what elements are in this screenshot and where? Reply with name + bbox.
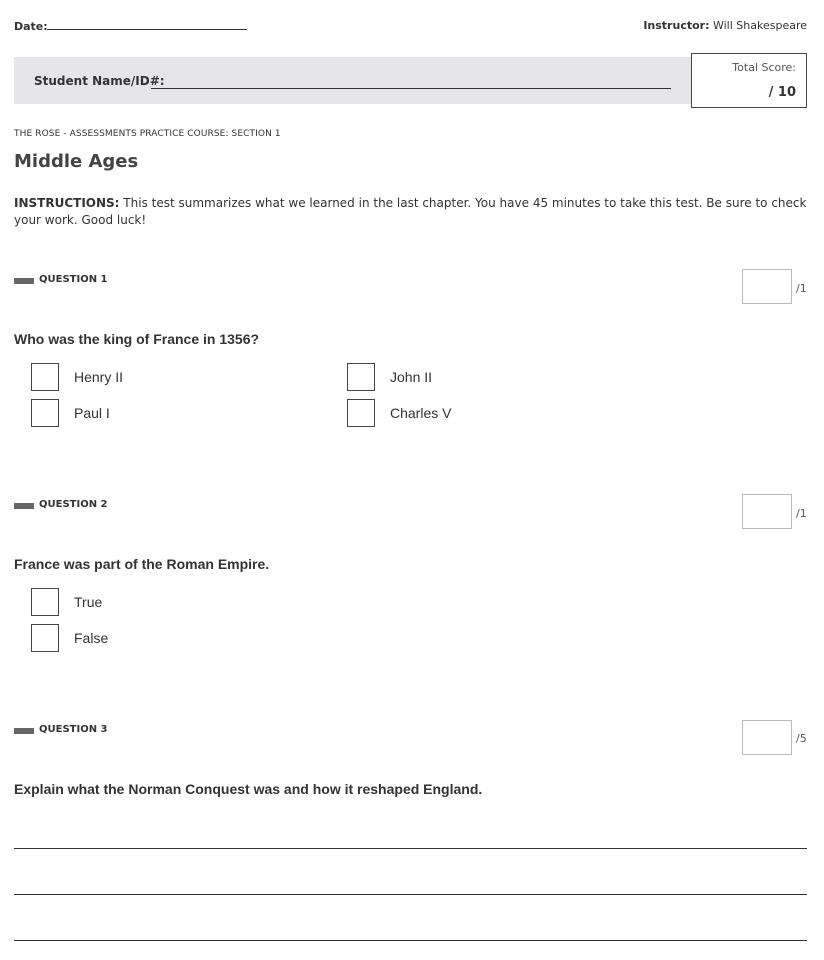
question-1-points: /1 bbox=[796, 282, 807, 295]
option-checkbox[interactable] bbox=[31, 624, 59, 652]
question-3-points: /5 bbox=[796, 732, 807, 745]
question-marker bbox=[14, 503, 34, 509]
question-2-score-input[interactable] bbox=[742, 494, 792, 529]
option-checkbox[interactable] bbox=[347, 363, 375, 391]
date-label: Date: bbox=[14, 20, 48, 33]
answer-line[interactable] bbox=[14, 894, 807, 895]
option-label: John II bbox=[390, 369, 433, 385]
option-checkbox[interactable] bbox=[31, 399, 59, 427]
answer-line[interactable] bbox=[14, 940, 807, 941]
total-score-box bbox=[691, 53, 807, 108]
total-score-value: / 10 bbox=[768, 85, 796, 100]
instructions bbox=[14, 195, 810, 229]
question-1-text: Who was the king of France in 1356? bbox=[14, 331, 260, 347]
option-checkbox[interactable] bbox=[347, 399, 375, 427]
instructor-label: Instructor: bbox=[643, 19, 710, 32]
total-score-label: Total Score: bbox=[732, 61, 796, 74]
question-2-points: /1 bbox=[796, 507, 807, 520]
instructor-name: Will Shakespeare bbox=[712, 19, 807, 32]
instructions-text: This test summarizes what we learned in the last chapter. You have 45 minutes to take this test. Be sure to check your work. Good luck! bbox=[14, 196, 807, 227]
page-title: Middle Ages bbox=[14, 151, 139, 172]
question-marker bbox=[14, 728, 34, 734]
student-name-label: Student Name/ID#: bbox=[34, 74, 165, 88]
date-field[interactable] bbox=[47, 29, 247, 30]
student-name-field[interactable] bbox=[151, 88, 671, 89]
option-label: False bbox=[74, 630, 109, 646]
option-label: True bbox=[74, 594, 103, 610]
instructor bbox=[643, 19, 807, 32]
question-1-score-input[interactable] bbox=[742, 269, 792, 304]
option-label: Charles V bbox=[390, 405, 452, 421]
instructions-label: INSTRUCTIONS: bbox=[14, 196, 120, 210]
question-2-label: QUESTION 2 bbox=[39, 499, 108, 510]
question-1-label: QUESTION 1 bbox=[39, 274, 108, 285]
course-label: THE ROSE - ASSESSMENTS PRACTICE COURSE: SECTION 1 bbox=[14, 129, 281, 139]
question-3-score-input[interactable] bbox=[742, 720, 792, 755]
question-3-label: QUESTION 3 bbox=[39, 724, 108, 735]
question-marker bbox=[14, 278, 34, 284]
option-label: Paul I bbox=[74, 405, 110, 421]
question-2-text: France was part of the Roman Empire. bbox=[14, 556, 270, 572]
option-checkbox[interactable] bbox=[31, 363, 59, 391]
option-checkbox[interactable] bbox=[31, 588, 59, 616]
answer-line[interactable] bbox=[14, 848, 807, 849]
question-3-text: Explain what the Norman Conquest was and how it reshaped England. bbox=[14, 781, 483, 797]
option-label: Henry II bbox=[74, 369, 124, 385]
